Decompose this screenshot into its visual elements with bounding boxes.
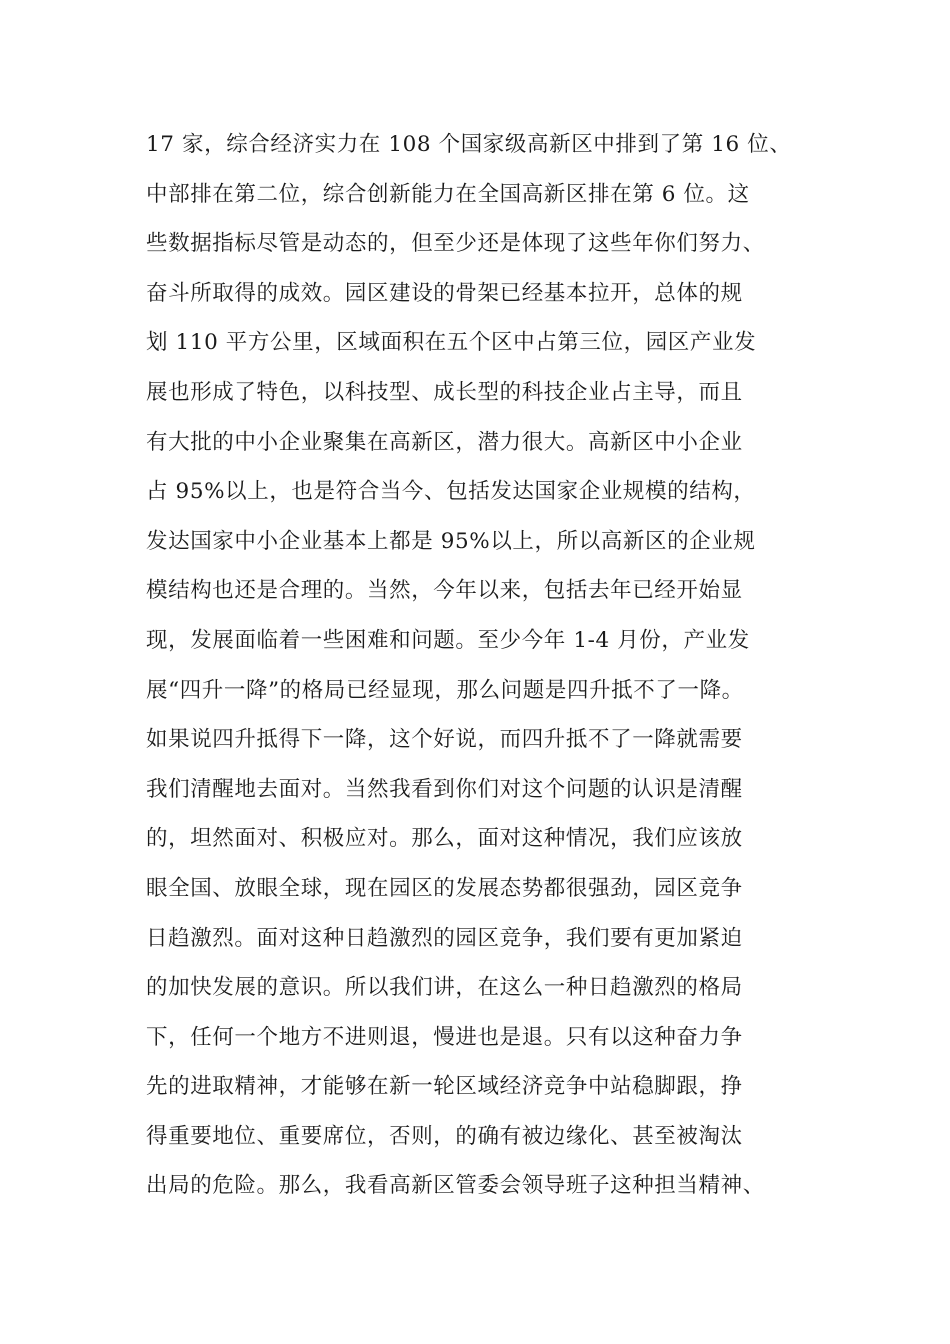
text-line-6: 展也形成了特色，以科技型、成长型的科技企业占主导，而且 bbox=[146, 379, 743, 405]
text-line-16: 眼全国、放眼全球，现在园区的发展态势都很强劲，园区竞争 bbox=[146, 875, 743, 901]
text-line-19: 下，任何一个地方不进则退，慢进也是退。只有以这种奋力争 bbox=[146, 1024, 743, 1050]
text-line-20: 先的进取精神，才能够在新一轮区域经济竞争中站稳脚跟，挣 bbox=[146, 1074, 743, 1100]
text-line-3: 些数据指标尽管是动态的，但至少还是体现了这些年你们努力、 bbox=[146, 231, 765, 257]
text-line-10: 模结构也还是合理的。当然，今年以来，包括去年已经开始显 bbox=[146, 578, 743, 604]
text-line-22: 出局的危险。那么，我看高新区管委会领导班子这种担当精神、 bbox=[146, 1173, 765, 1199]
body-text bbox=[146, 120, 816, 1211]
text-line-17: 日趋激烈。面对这种日趋激烈的园区竞争，我们要有更加紧迫 bbox=[146, 925, 743, 951]
text-line-15: 的，坦然面对、积极应对。那么，面对这种情况，我们应该放 bbox=[146, 826, 743, 852]
text-line-13: 如果说四升抵得下一降，这个好说，而四升抵不了一降就需要 bbox=[146, 727, 743, 753]
text-line-4: 奋斗所取得的成效。园区建设的骨架已经基本拉开，总体的规 bbox=[146, 280, 743, 306]
text-line-12: 展“四升一降”的格局已经显现，那么问题是四升抵不了一降。 bbox=[146, 677, 744, 703]
text-line-1: 17 家，综合经济实力在 108 个国家级高新区中排到了第 16 位、 bbox=[146, 132, 792, 157]
text-line-9: 发达国家中小企业基本上都是 95%以上，所以高新区的企业规 bbox=[146, 528, 756, 554]
text-line-11: 现，发展面临着一些困难和问题。至少今年 1-4 月份，产业发 bbox=[146, 627, 750, 653]
text-line-8: 占 95%以上，也是符合当今、包括发达国家企业规模的结构， bbox=[146, 479, 756, 505]
text-line-5: 划 110 平方公里，区域面积在五个区中占第三位，园区产业发 bbox=[146, 330, 757, 356]
text-line-21: 得重要地位、重要席位，否则，的确有被边缘化、甚至被淘汰 bbox=[146, 1123, 743, 1149]
text-line-2: 中部排在第二位，综合创新能力在全国高新区排在第 6 位。这 bbox=[146, 181, 750, 207]
text-line-14: 我们清醒地去面对。当然我看到你们对这个问题的认识是清醒 bbox=[146, 776, 743, 802]
text-line-7: 有大批的中小企业聚集在高新区，潜力很大。高新区中小企业 bbox=[146, 429, 743, 455]
text-line-18: 的加快发展的意识。所以我们讲，在这么一种日趋激烈的格局 bbox=[146, 975, 743, 1001]
